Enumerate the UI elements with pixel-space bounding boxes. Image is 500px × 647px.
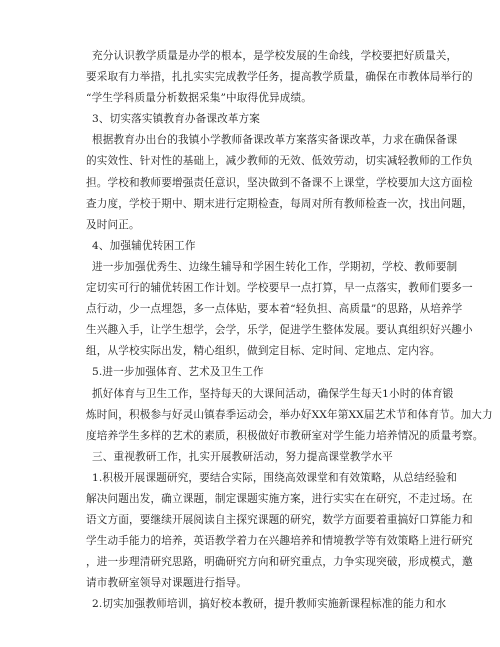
section-heading: 三、重视教研工作，扎实开展教研活动，努力提高课堂教学水平 — [92, 450, 393, 463]
paragraph-line: 充分认识教学质量是办学的根本，是学校发展的生命线，学校要把好质量关， — [92, 50, 458, 62]
paragraph-line: 担。学校和教师要增强责任意识，坚决做到不备课不上课堂，学校要加大这方面检 — [86, 176, 473, 189]
paragraph-line: 根据教育办出台的我镇小学教师备课改革方案落实备课改革，力求在确保备课 — [92, 134, 458, 147]
paragraph-line: 炼时间，积极参与好灵山镇春季运动会，举办好XX年第XX届艺术节和体育节。加大力 — [86, 408, 493, 421]
paragraph-line: 度培养学生多样的艺术的素质，积极做好市教研室对学生能力培养情况的质量考察。 — [86, 429, 484, 442]
paragraph-line: 定切实可行的辅优转困工作计划。学校要早一点打算，早一点落实，教师们要多一 — [86, 282, 473, 295]
paragraph-line: 进一步加强优秀生、边缘生辅导和学困生转化工作，学期初，学校、教师要制 — [92, 260, 458, 273]
paragraph-line: 及时问正。 — [86, 218, 140, 231]
paragraph-line: 语文方面，要继续开展阅读自主探究课题的研究，数学方面要着重搞好口算能力和 — [86, 514, 473, 527]
paragraph-line: 抓好体育与卫生工作，坚持每天的大课间活动，确保学生每天1小时的体育锻 — [92, 387, 454, 400]
document-body — [86, 46, 493, 616]
paragraph-line: 1.积极开展课题研究，要结合实际，围绕高效课堂和有效策略，从总结经验和 — [92, 471, 457, 484]
section-heading: 4、加强辅优转困工作 — [92, 239, 196, 252]
section-heading: 3、切实落实镇教育办备课改革方案 — [92, 113, 261, 126]
paragraph-line: 请市教研室领导对课题进行指导。 — [86, 577, 248, 590]
paragraph-line: 组，从学校实际出发，精心组织，做到定目标、定时间、定地点、定内容。 — [86, 345, 441, 358]
paragraph-line: ，进一步理清研究思路，明确研究方向和研究重点，力争实现突破，形成模式，邀 — [86, 556, 473, 569]
paragraph-line: 2.切实加强教师培训，搞好校本教研，提升教师实施新课程标准的能力和水 — [92, 598, 447, 611]
paragraph-line: 要采取有力举措，扎扎实实完成教学任务，提高教学质量，确保在市教体局举行的 — [86, 71, 473, 84]
paragraph-line: 解决问题出发，确立课题，制定课题实施方案，进行实实在在研究，不走过场。在 — [86, 492, 473, 505]
paragraph-line: 学生动手能力的培养，英语教学着力在兴趣培养和情境教学等有效策略上进行研究 — [86, 535, 473, 548]
paragraph-line: 查力度，学校于期中、期末进行定期检查，每周对所有教师检查一次，找出问题， — [86, 197, 473, 210]
paragraph-line: “学生学科质量分析数据采集”中取得优异成绩。 — [86, 92, 313, 105]
paragraph-line: 的实效性、针对性的基础上，减少教师的无效、低效劳动，切实减轻教师的工作负 — [86, 155, 473, 168]
paragraph-line: 生兴趣入手，让学生想学，会学，乐学，促进学生整体发展。要认真组织好兴趣小 — [86, 324, 473, 337]
paragraph-line: 点行动，少一点埋怨，多一点体贴，要本着“轻负担、高质量”的思路，从培养学 — [86, 303, 463, 316]
section-heading: 5.进一步加强体育、艺术及卫生工作 — [92, 366, 264, 379]
